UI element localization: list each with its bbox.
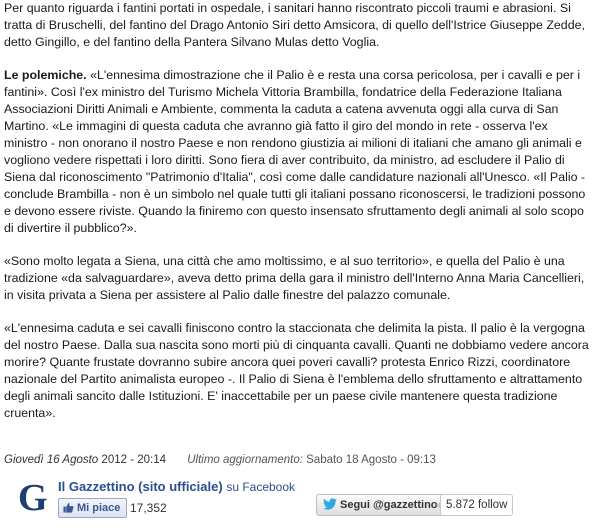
gazzettino-logo-icon[interactable]: G bbox=[18, 477, 48, 519]
publish-day: Giovedì bbox=[4, 454, 44, 466]
paragraph-rizzi: «L'ennesima caduta e sei cavalli finiscono contro la staccionata che delimita la pista. Il palio è la vergogna del nostro Paese. Dalla sua nascita sono morti più di cinquanta cavalli. Quanti ne dobbiamo vedere ancora morire? Quante frustate dovranno subire ancora quei poveri cavalli? protesta Enrico Rizzi, coordinatore nazionale del Partito animalista europeo -. Il Palio di Siena è l'emblema dello sfruttamento e altrattamento degli animali sancito dalle Istituzioni. E' inaccettabile per un paese civile mantenere questa tradizione cruenta». bbox=[4, 321, 589, 420]
social-bar bbox=[18, 474, 598, 524]
facebook-suffix: su Facebook bbox=[226, 480, 296, 494]
facebook-page-link[interactable]: Il Gazzettino (sito ufficiale) bbox=[58, 479, 223, 494]
twitter-bird-icon bbox=[323, 498, 337, 510]
publish-date: 16 Agosto bbox=[46, 454, 99, 466]
polemics-text: «L'ennesima dimostrazione che il Palio è e resta una corsa pericolosa, per i cavalli e per i fantini». Così l'ex ministro del Turismo Michela Vittoria Brambilla, fondatrice della Federazione Italiana Associazioni Diritti Animali e Ambiente, commenta la caduta a catena avvenuta oggi alla curva di San Martino. «Le immagini di questa caduta che avranno già fatto il giro del mondo in rete - osserva l'ex ministro - non onorano il nostro Paese e non rendono giustizia ai milioni di italiani che amano gli animali e vogliono vedere rispettati i loro diritti. Sono fiera di aver contribuito, da ministro, ad escludere il Palio di Siena dal riconoscimento "Patrimonio d'Italia", così come dalle candidature nazionali all'Unesco. «Il Palio - conclude Brambilla - non è un simbolo nel quale tutti gli italiani possano riconoscersi, le tradizioni possono e devono essere riviste. Quando la finiremo con questo insensato sfruttamento degli animali al solo scopo di divertire il pubblico?». bbox=[4, 68, 586, 235]
paragraph-jockeys: Per quanto riguarda i fantini portati in ospedale, i sanitari hanno riscontrato piccoli traumi e abrasioni. Si tratta di Bruschelli, del fantino del Drago Antonio Siri detto Amsicora, di quello dell'Istrice Giuseppe Zedde, detto Gingillo, e del fantino della Pantera Silvano Mulas detto Voglia. bbox=[4, 1, 585, 49]
like-label: Mi piace bbox=[77, 502, 121, 514]
article-body bbox=[4, 0, 594, 438]
updated-value: Sabato 18 Agosto - 09:13 bbox=[306, 454, 436, 466]
thumbs-up-icon bbox=[63, 502, 74, 513]
paragraph-polemics bbox=[4, 67, 594, 237]
article-meta bbox=[4, 452, 436, 469]
paragraph-cancellieri: «Sono molto legata a Siena, una città che amo moltissimo, e al suo territorio», e quella del Palio è una tradizione «da salvaguardare», aveva detto prima della gara il ministro dell'Interno Anna Maria Cancellieri, in visita privata a Siena per assistere al Palio dalle finestre del palazzo comunale. bbox=[4, 254, 585, 302]
updated-label: Ultimo aggiornamento: bbox=[187, 454, 303, 466]
facebook-like-button[interactable] bbox=[58, 498, 127, 518]
publish-time: 2012 - 20:14 bbox=[101, 454, 167, 466]
facebook-page-line bbox=[58, 478, 295, 496]
twitter-follow-button[interactable] bbox=[316, 494, 445, 516]
follower-count: 5.872 follow bbox=[440, 494, 513, 516]
follow-label: Segui @gazzettino bbox=[340, 499, 438, 511]
polemics-heading: Le polemiche. bbox=[4, 68, 87, 82]
like-count: 17,352 bbox=[130, 501, 167, 515]
